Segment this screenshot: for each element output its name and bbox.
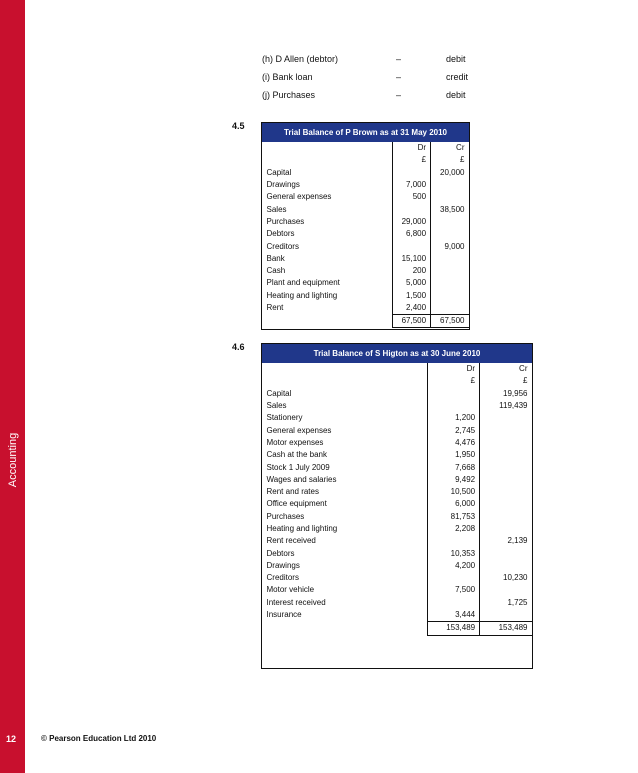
cr-amount bbox=[480, 486, 532, 498]
answer-dash: – bbox=[396, 90, 402, 100]
account-name: Creditors bbox=[266, 241, 299, 251]
table-title: Trial Balance of S Higton as at 30 June 2010 bbox=[263, 345, 532, 363]
dr-total: 153,489 bbox=[428, 622, 480, 635]
account-name: Bank bbox=[266, 253, 285, 263]
dr-amount: 2,400 bbox=[393, 302, 431, 315]
answer-label: (i) Bank loan bbox=[262, 72, 313, 82]
dr-amount: 10,353 bbox=[428, 547, 480, 559]
dr-amount bbox=[428, 400, 480, 412]
account-name: Capital bbox=[266, 388, 292, 398]
cr-unit: £ bbox=[431, 154, 469, 166]
cr-header: Cr bbox=[480, 363, 532, 376]
dr-amount: 7,000 bbox=[393, 179, 431, 191]
cr-amount: 119,439 bbox=[480, 400, 532, 412]
dr-amount bbox=[428, 535, 480, 547]
account-name: Cash at the bank bbox=[266, 450, 327, 460]
account-name: Purchases bbox=[266, 511, 305, 521]
table-row bbox=[263, 191, 469, 203]
account-name: Debtors bbox=[266, 229, 295, 239]
dr-amount: 6,800 bbox=[393, 228, 431, 240]
dr-amount: 7,500 bbox=[428, 584, 480, 596]
answer-label: (j) Purchases bbox=[262, 90, 316, 100]
account-name: Drawings bbox=[266, 180, 300, 190]
dr-amount bbox=[428, 597, 480, 609]
sidebar bbox=[0, 0, 25, 773]
table-row bbox=[263, 277, 469, 289]
dr-unit: £ bbox=[393, 154, 431, 166]
table-row bbox=[263, 167, 469, 179]
table-unit-row bbox=[263, 375, 532, 387]
dr-amount bbox=[393, 240, 431, 252]
cr-amount bbox=[480, 474, 532, 486]
dr-amount: 3,444 bbox=[428, 609, 480, 622]
cr-header: Cr bbox=[431, 142, 469, 155]
table-row bbox=[263, 179, 469, 191]
question-number: 4.6 bbox=[232, 342, 245, 352]
cr-amount bbox=[431, 302, 469, 315]
account-name: Stationery bbox=[266, 413, 303, 423]
table-row bbox=[263, 449, 532, 461]
cr-amount bbox=[480, 498, 532, 510]
table-row bbox=[263, 253, 469, 265]
account-name: Sales bbox=[266, 401, 287, 411]
table-row bbox=[263, 240, 469, 252]
table-row bbox=[263, 511, 532, 523]
table-row bbox=[263, 609, 532, 622]
table-row bbox=[263, 461, 532, 473]
cr-amount: 2,139 bbox=[480, 535, 532, 547]
answer-label: (h) D Allen (debtor) bbox=[262, 54, 339, 64]
table-row bbox=[263, 437, 532, 449]
table-row bbox=[263, 486, 532, 498]
cr-amount: 20,000 bbox=[431, 167, 469, 179]
dr-amount: 5,000 bbox=[393, 277, 431, 289]
dr-amount: 9,492 bbox=[428, 474, 480, 486]
dr-unit: £ bbox=[428, 375, 480, 387]
table-title-row bbox=[263, 124, 469, 142]
table-row bbox=[263, 474, 532, 486]
table-row bbox=[263, 290, 469, 302]
dr-amount: 7,668 bbox=[428, 461, 480, 473]
cr-amount: 19,956 bbox=[480, 388, 532, 400]
account-name: Interest received bbox=[266, 597, 326, 607]
account-name: Wages and salaries bbox=[266, 474, 337, 484]
cr-amount bbox=[480, 584, 532, 596]
table-row bbox=[263, 302, 469, 315]
answer-dash: – bbox=[396, 54, 402, 64]
cr-amount: 38,500 bbox=[431, 203, 469, 215]
account-name: Rent received bbox=[266, 536, 316, 546]
cr-amount bbox=[431, 277, 469, 289]
table-title-row bbox=[263, 345, 532, 363]
dr-amount: 6,000 bbox=[428, 498, 480, 510]
cr-amount bbox=[431, 228, 469, 240]
table-unit-row bbox=[263, 154, 469, 166]
table-row bbox=[263, 228, 469, 240]
account-name: Creditors bbox=[266, 573, 299, 583]
table-row bbox=[263, 597, 532, 609]
total-label-cell bbox=[263, 622, 428, 635]
cr-amount: 9,000 bbox=[431, 240, 469, 252]
copyright-notice: © Pearson Education Ltd 2010 bbox=[41, 734, 157, 743]
trial-balance-table bbox=[262, 344, 532, 636]
account-name: Drawings bbox=[266, 560, 300, 570]
dr-header: Dr bbox=[428, 363, 480, 376]
cr-unit: £ bbox=[480, 375, 532, 387]
table-row bbox=[263, 535, 532, 547]
cr-amount bbox=[431, 179, 469, 191]
cr-amount: 10,230 bbox=[480, 572, 532, 584]
account-name: Purchases bbox=[266, 216, 305, 226]
cr-amount bbox=[480, 424, 532, 436]
account-name: Motor vehicle bbox=[266, 585, 315, 595]
cr-amount bbox=[431, 265, 469, 277]
account-name: Motor expenses bbox=[266, 437, 324, 447]
account-name: Heating and lighting bbox=[266, 290, 338, 300]
dr-amount: 4,476 bbox=[428, 437, 480, 449]
page-number: 12 bbox=[6, 734, 17, 744]
trial-balance-table bbox=[262, 123, 469, 328]
account-name: Capital bbox=[266, 167, 292, 177]
dr-amount: 29,000 bbox=[393, 216, 431, 228]
account-name: Plant and equipment bbox=[266, 278, 340, 288]
table-header-row bbox=[263, 363, 532, 376]
answer-dash: – bbox=[396, 72, 402, 82]
table-title: Trial Balance of P Brown as at 31 May 2010 bbox=[263, 124, 469, 142]
account-name: Sales bbox=[266, 204, 287, 214]
account-name: Office equipment bbox=[266, 499, 327, 509]
total-row bbox=[263, 622, 532, 635]
cr-amount bbox=[480, 461, 532, 473]
total-row bbox=[263, 315, 469, 328]
cr-amount bbox=[480, 547, 532, 559]
account-name: General expenses bbox=[266, 425, 332, 435]
cr-amount: 1,725 bbox=[480, 597, 532, 609]
cr-amount bbox=[480, 609, 532, 622]
dr-amount: 200 bbox=[393, 265, 431, 277]
table-row bbox=[263, 265, 469, 277]
cr-amount bbox=[480, 523, 532, 535]
dr-amount: 1,200 bbox=[428, 412, 480, 424]
account-name: Debtors bbox=[266, 548, 295, 558]
dr-amount: 2,208 bbox=[428, 523, 480, 535]
dr-amount: 500 bbox=[393, 191, 431, 203]
dr-amount bbox=[393, 167, 431, 179]
cr-amount bbox=[480, 511, 532, 523]
table-row bbox=[263, 216, 469, 228]
table-row bbox=[263, 388, 532, 400]
account-name: Cash bbox=[266, 266, 286, 276]
table-row bbox=[263, 560, 532, 572]
sidebar-label: Accounting bbox=[7, 432, 19, 488]
table-row bbox=[263, 498, 532, 510]
table-row bbox=[263, 547, 532, 559]
account-name: Rent bbox=[266, 303, 284, 313]
table-row bbox=[263, 523, 532, 535]
table-row bbox=[263, 584, 532, 596]
cr-amount bbox=[480, 560, 532, 572]
table-header-row bbox=[263, 142, 469, 155]
dr-amount: 4,200 bbox=[428, 560, 480, 572]
dr-amount bbox=[428, 388, 480, 400]
answer-value: debit bbox=[446, 54, 466, 64]
dr-total: 67,500 bbox=[393, 315, 431, 328]
cr-amount bbox=[431, 253, 469, 265]
account-name: Heating and lighting bbox=[266, 524, 338, 533]
total-label-cell bbox=[263, 315, 393, 328]
dr-amount: 2,745 bbox=[428, 424, 480, 436]
dr-amount bbox=[393, 203, 431, 215]
cr-amount bbox=[480, 412, 532, 424]
cr-total: 67,500 bbox=[431, 315, 469, 328]
dr-amount: 10,500 bbox=[428, 486, 480, 498]
dr-amount: 1,950 bbox=[428, 449, 480, 461]
dr-amount bbox=[428, 572, 480, 584]
cr-amount bbox=[431, 216, 469, 228]
answer-value: debit bbox=[446, 90, 466, 100]
account-name: Insurance bbox=[266, 610, 302, 620]
dr-header: Dr bbox=[393, 142, 431, 155]
dr-amount: 81,753 bbox=[428, 511, 480, 523]
table-row bbox=[263, 412, 532, 424]
account-name: Stock 1 July 2009 bbox=[266, 462, 330, 472]
cr-amount bbox=[431, 290, 469, 302]
cr-total: 153,489 bbox=[480, 622, 532, 635]
answer-value: credit bbox=[446, 72, 469, 82]
cr-amount bbox=[431, 191, 469, 203]
question-number: 4.5 bbox=[232, 121, 245, 131]
table-row bbox=[263, 203, 469, 215]
dr-amount: 15,100 bbox=[393, 253, 431, 265]
table-row bbox=[263, 572, 532, 584]
cr-amount bbox=[480, 449, 532, 461]
table-row bbox=[263, 424, 532, 436]
cr-amount bbox=[480, 437, 532, 449]
dr-amount: 1,500 bbox=[393, 290, 431, 302]
table-row bbox=[263, 400, 532, 412]
account-name: General expenses bbox=[266, 192, 332, 202]
account-name: Rent and rates bbox=[266, 487, 319, 497]
